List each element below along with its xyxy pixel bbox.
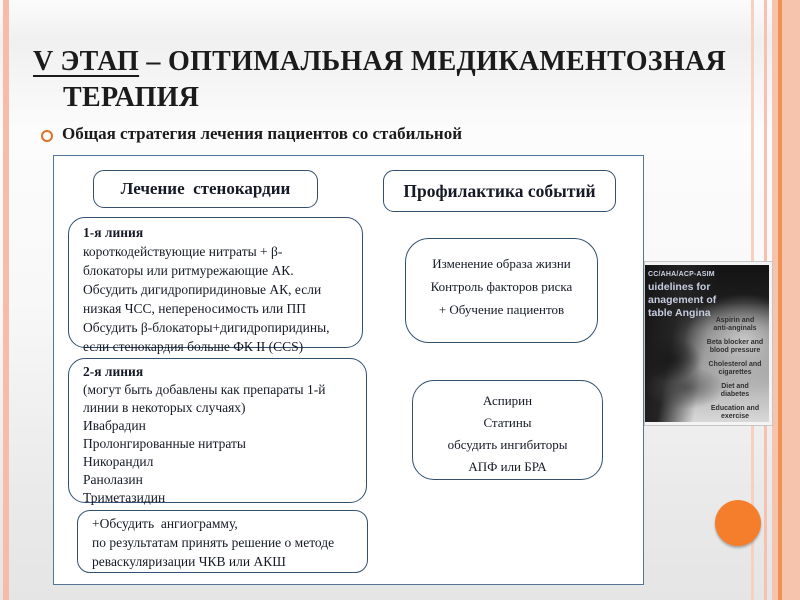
angiogram-text: по результатам принять решение о методе bbox=[92, 535, 335, 550]
guidelines-topic: Education and exercise bbox=[710, 405, 760, 420]
guidelines-topic: Cholesterol and cigarettes bbox=[708, 361, 762, 376]
second-line-title: 2-я линия bbox=[83, 364, 144, 379]
first-line-text: если стенокардия больше ФК II (CCS) bbox=[83, 339, 304, 354]
right-accent-band-dark-line bbox=[778, 0, 782, 600]
second-line-text: Ранолазин bbox=[83, 472, 143, 487]
prevention-text: Аспирин bbox=[482, 393, 533, 408]
left-accent-stripe bbox=[3, 0, 9, 600]
right-accent-band bbox=[772, 0, 800, 600]
second-line-therapy-box bbox=[68, 358, 367, 503]
lifestyle-text: + Обучение пациентов bbox=[438, 302, 565, 317]
prevention-text: Статины bbox=[483, 415, 532, 430]
guidelines-cover-image bbox=[645, 262, 772, 425]
second-line-text: Триметазидин bbox=[83, 490, 166, 505]
first-line-text: Обсудить дигидропиридиновые АК, если bbox=[83, 282, 322, 297]
angiogram-decision-box bbox=[77, 510, 368, 573]
first-line-text: короткодействующие нитраты + β- bbox=[83, 244, 283, 259]
medication-prevention-box bbox=[412, 380, 603, 480]
guidelines-topic: Beta blocker and blood pressure bbox=[706, 339, 764, 354]
first-line-text: низкая ЧСС, непереносимость или ПП bbox=[83, 301, 307, 316]
guidelines-photo bbox=[645, 265, 769, 422]
title-rest: – ОПТИМАЛЬНАЯ МЕДИКАМЕНТОЗНАЯ bbox=[139, 46, 726, 77]
lifestyle-box bbox=[405, 238, 598, 343]
second-line-text: линии в некоторых случаях) bbox=[83, 400, 246, 415]
guidelines-topic-list bbox=[703, 317, 767, 422]
second-line-text: Ивабрадин bbox=[83, 418, 146, 433]
guidelines-topic: Diet and diabetes bbox=[720, 383, 750, 398]
first-line-therapy-box bbox=[68, 217, 363, 354]
angina-treatment-header: Лечение стенокардии bbox=[93, 170, 318, 208]
first-line-title: 1-я линия bbox=[83, 225, 144, 240]
bullet-marker-icon bbox=[41, 130, 53, 142]
lifestyle-text: Контроль факторов риска bbox=[430, 279, 573, 294]
angiogram-text: +Обсудить ангиограмму, bbox=[92, 516, 238, 531]
second-line-text: Никорандил bbox=[83, 454, 154, 469]
theme-orange-circle bbox=[715, 500, 761, 546]
guidelines-org-label: CC/AHA/ACP-ASIM bbox=[648, 271, 715, 278]
guidelines-title: uidelines for anagement of table Angina bbox=[648, 281, 717, 319]
title-stage-underlined: V ЭТАП bbox=[33, 46, 140, 77]
bullet-text: Общая стратегия лечения пациентов со стабильной bbox=[62, 124, 462, 143]
slide-title-line1 bbox=[33, 46, 726, 78]
slide-title-line2: ТЕРАПИЯ bbox=[63, 82, 200, 113]
prevention-text: обсудить ингибиторы bbox=[447, 437, 568, 452]
angiogram-text: реваскуляризации ЧКВ или АКШ bbox=[92, 554, 286, 569]
guidelines-topic: Aspirin and anti-anginals bbox=[713, 317, 757, 332]
first-line-text: блокаторы или ритмурежающие АК. bbox=[83, 263, 294, 278]
second-line-text: (могут быть добавлены как препараты 1-й bbox=[83, 382, 326, 397]
second-line-text: Пролонгированные нитраты bbox=[83, 436, 246, 451]
event-prevention-header: Профилактика событий bbox=[383, 170, 616, 212]
first-line-text: Обсудить β-блокаторы+дигидропиридины, bbox=[83, 320, 330, 335]
lifestyle-text: Изменение образа жизни bbox=[432, 256, 571, 271]
prevention-text: АПФ или БРА bbox=[468, 459, 547, 474]
